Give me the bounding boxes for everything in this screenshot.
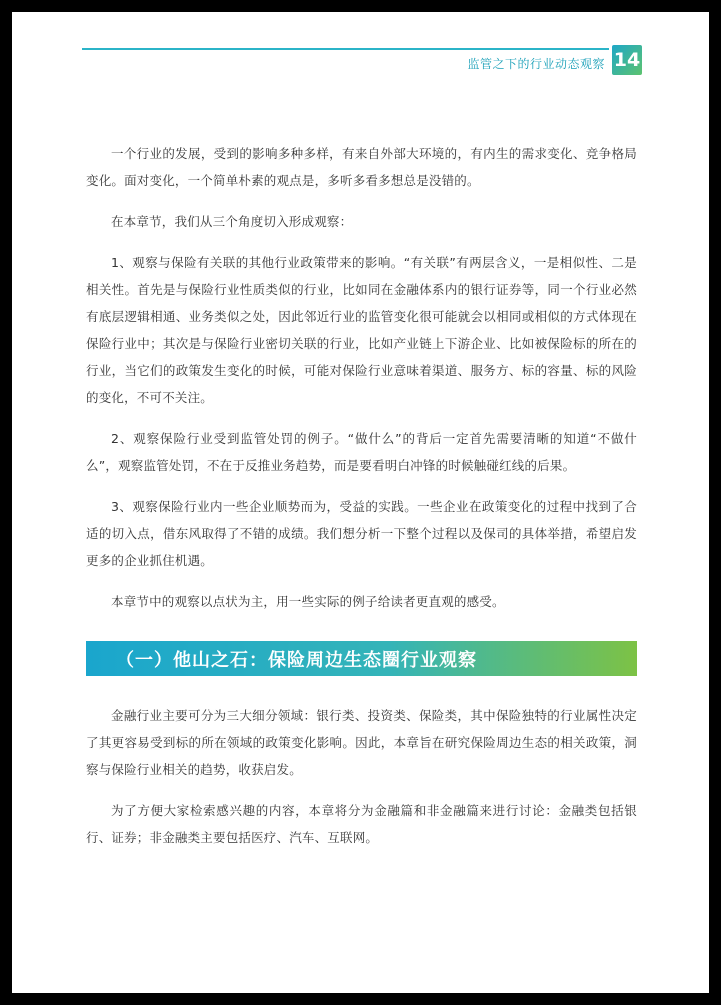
body-paragraph: 一个行业的发展，受到的影响多种多样，有来自外部大环境的，有内生的需求变化、竞争格局变化。面对变化，一个简单朴素的观点是，多听多看多想总是没错的。 — [86, 146, 637, 188]
section-heading: （一）他山之石：保险周边生态圈行业观察 — [116, 649, 477, 671]
section-heading-banner — [86, 641, 637, 676]
page-body — [86, 140, 637, 865]
body-paragraph: 在本章节，我们从三个角度切入形成观察： — [111, 214, 353, 229]
running-header-title: 监管之下的行业动态观察 — [467, 57, 605, 71]
page-number-badge: 14 — [612, 45, 642, 75]
body-paragraph: 金融行业主要可分为三大细分领域：银行类、投资类、保险类，其中保险独特的行业属性决定了其更容易受到标的所在领域的政策变化影响。因此，本章旨在研究保险周边生态的相关政策，洞察与保险行业相关的趋势，收获启发。 — [86, 708, 637, 777]
body-paragraph: 本章节中的观察以点状为主，用一些实际的例子给读者更直观的感受。 — [111, 594, 505, 609]
body-paragraph: 2、观察保险行业受到监管处罚的例子。“做什么”的背后一定首先需要清晰的知道“不做什么”，观察监管处罚，不在于反推业务趋势，而是要看明白冲锋的时候触碰红线的后果。 — [86, 431, 637, 473]
body-paragraph: 1、观察与保险有关联的其他行业政策带来的影响。“有关联”有两层含义，一是相似性、二是相关性。首先是与保险行业性质类似的行业，比如同在金融体系内的银行证券等，同一个行业必然有底层逻辑相通、业务类似之处，因此邻近行业的监管变化很可能就会以相同或相似的方式体现在保险行业中；其次是与保险行业密切关联的行业，比如产业链上下游企业、比如被保险标的所在的行业，当它们的政策发生变化的时候，可能对保险行业意味着渠道、服务方、标的容量、标的风险的变化，不可不关注。 — [86, 255, 637, 405]
header-rule — [82, 48, 609, 50]
body-paragraph: 3、观察保险行业内一些企业顺势而为，受益的实践。一些企业在政策变化的过程中找到了合适的切入点，借东风取得了不错的成绩。我们想分析一下整个过程以及保司的具体举措，希望启发更多的企业抓住机遇。 — [86, 499, 637, 568]
document-page — [12, 12, 709, 993]
body-paragraph: 为了方便大家检索感兴趣的内容，本章将分为金融篇和非金融篇来进行讨论：金融类包括银行、证券；非金融类主要包括医疗、汽车、互联网。 — [86, 803, 637, 845]
